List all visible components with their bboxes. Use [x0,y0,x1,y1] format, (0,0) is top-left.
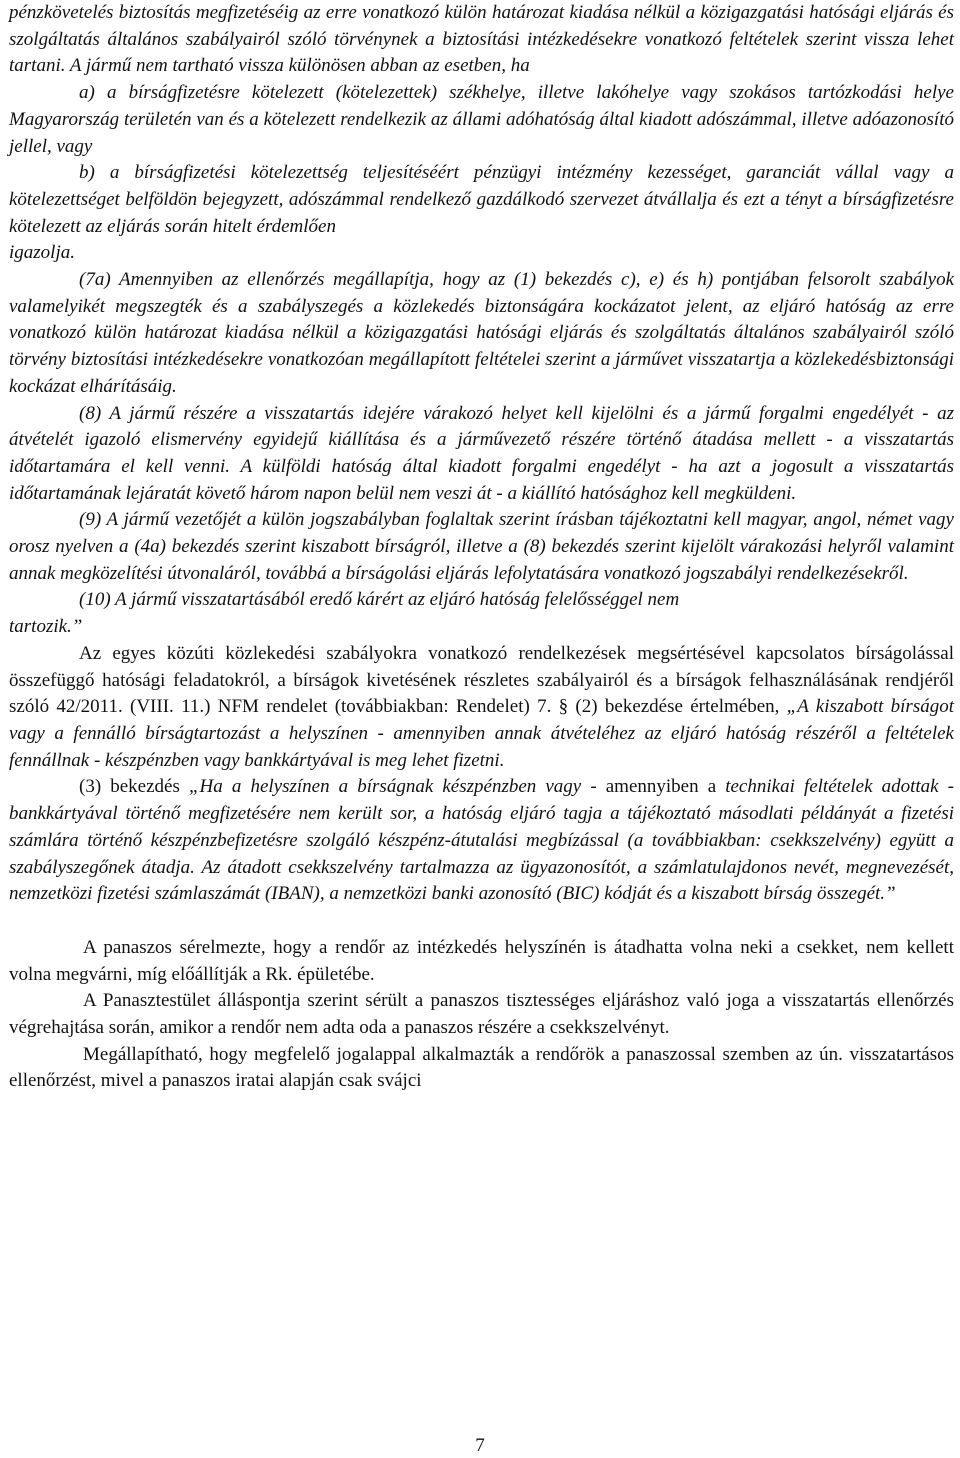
rendelet-intro-text: Az egyes közúti közlekedési szabályokra vonatkozó rendelkezések megsértésével kapcsolatos bírságolással összefüggő hatósági feladatokról, a bírságok kivetésének részletes szabályairól és a bírságok felhasználásának rendjéről szóló 42/2011. (VIII. 11.) NFM rendelet (továbbiakban: Rendelet) 7. § (2) bekezdése értelmében, [9,642,954,718]
rendelet-quote-2b: technikai feltételek adottak - bankkártyával történő megfizetésére nem került sor, a hatóság eljáró tagja a tájékoztató másodlati példányát a fizetési számlára történő készpénzbefizetésre szolgáló készpénz-átutalási megbízással (a továbbiakban: csekkszelvény) együtt a szabályszegőnek átadja. Az átadott csekkszelvény tartalmazza az ügyazonosítót, a számlatulajdonos nevét, megnevezését, nemzetközi fizetési számlaszámát (IBAN), a nemzetközi banki azonosító (BIC) kódját és a kiszabott bírság összegét.” [9,776,955,905]
rendelet-3-lead: (3) bekezdés [79,776,189,798]
quote-paragraph-9: (9) A jármű vezetőjét a külön jogszabályban foglaltak szerint írásban tájékoztatni kell magyar, angol, német vagy orosz nyelven a (4a) bekezdés szerint kiszabott bírságról, illetve a (8) bekezdés szerint kijelölt várakozási helyről valamint annak megközelítési útvonaláról, továbbá a bírságolási eljárás lefolytatására vonatkozó jogszabályi rendelkezésekről. [9,509,954,584]
paragraph-gap [9,908,954,935]
quote-paragraph-10: (10) A jármű visszatartásából eredő kárért az eljáró hatóság felelősséggel nem [79,589,680,611]
quote-paragraph-10-end: tartozik.” [9,616,83,638]
quote-point-b-end: igazolja. [9,242,75,264]
rendelet-quote-2a: „Ha a helyszínen a bírságnak készpénzben vagy [188,776,582,798]
finding-paragraph-3: Megállapítható, hogy megfelelő jogalappal alkalmazták a rendőrök a panaszossal szemben az ún. visszatartásos ellenőrzést, mivel a panaszos iratai alapján csak svájci [9,1043,954,1092]
rendelet-3-mid: - amennyiben a [581,776,726,798]
quote-point-a: a) a bírságfizetésre kötelezett (kötelezettek) székhelye, illetve lakóhelye vagy szokásos tartózkodási helye Magyarország területén van és a kötelezett rendelkezik az állami adóhatóság által kiadott adószámmal, illetve adóazonosító jellel, vagy [9,82,954,157]
quote-paragraph-8: (8) A jármű részére a visszatartás idejére várakozó helyet kell kijelölni és a jármű forgalmi engedélyét - az átvételét igazoló elismervény egyidejű kiállítása és a járművezető részére történő átadása mellett - a visszatartás időtartamára el kell venni. A külföldi hatóság által kiadott forgalmi engedélyt - ha azt a jogosult a visszatartás időtartamának lejáratát követő három napon belül nem veszi át - a kiállító hatósághoz kell megküldeni. [9,402,954,504]
rendelet-paragraph-3 [9,774,954,908]
rendelet-quote-1: „A kiszabott bírságot vagy a fennálló bírságtartozást a helyszínen - amennyiben annak átvételéhez az eljáró hatóság részéről a feltételek fennállnak - készpénzben vagy bankkártyával is meg lehet fizetni. [9,696,954,771]
finding-paragraph-2: A Panasztestület álláspontja szerint sérült a panaszos tisztességes eljáráshoz való joga a visszatartás ellenőrzés végrehajtása során, amikor a rendőr nem adta oda a panaszos részére a csekkszelvényt. [9,990,954,1039]
quote-paragraph-retention: pénzkövetelés biztosítás megfizetéséig az erre vonatkozó külön határozat kiadása nélkül a közigazgatási hatósági eljárás és szolgáltatás általános szabályairól szóló törvénynek a biztosítási intézkedésekre vonatkozó feltételek szerint vissza lehet tartani. A jármű nem tartható vissza különösen abban az esetben, ha [9,2,954,77]
quote-point-b: b) a bírságfizetési kötelezettség teljesítéséért pénzügyi intézmény kezességet, garanciát vállal vagy a kötelezettséget belföldön bejegyzett, adószámmal rendelkező gazdálkodó szervezet átvállalja és ezt a tényt a bírságfizetésre kötelezett az eljárás során hitelt érdemlően [9,162,954,237]
page-number: 7 [475,1435,485,1456]
quote-paragraph-7a: (7a) Amennyiben az ellenőrzés megállapítja, hogy az (1) bekezdés c), e) és h) pontjában felsorolt szabályok valamelyikét megszegték és a szabályszegés a közlekedés biztonságára kockázatot jelent, az eljáró hatóság az erre vonatkozó külön határozat kiadása nélkül a közigazgatási hatósági eljárás és szolgáltatás általános szabályairól szóló törvény biztosítási intézkedésekre vonatkozóan megállapított feltételei szerint a járművet visszatartja a közlekedésbiztonsági kockázat elhárításáig. [9,269,954,397]
finding-paragraph-1: A panaszos sérelmezte, hogy a rendőr az intézkedés helyszínén is átadhatta volna neki a csekket, nem kellett volna megvárni, míg előállítják a Rk. épületébe. [9,936,954,985]
rendelet-paragraph [9,641,954,775]
